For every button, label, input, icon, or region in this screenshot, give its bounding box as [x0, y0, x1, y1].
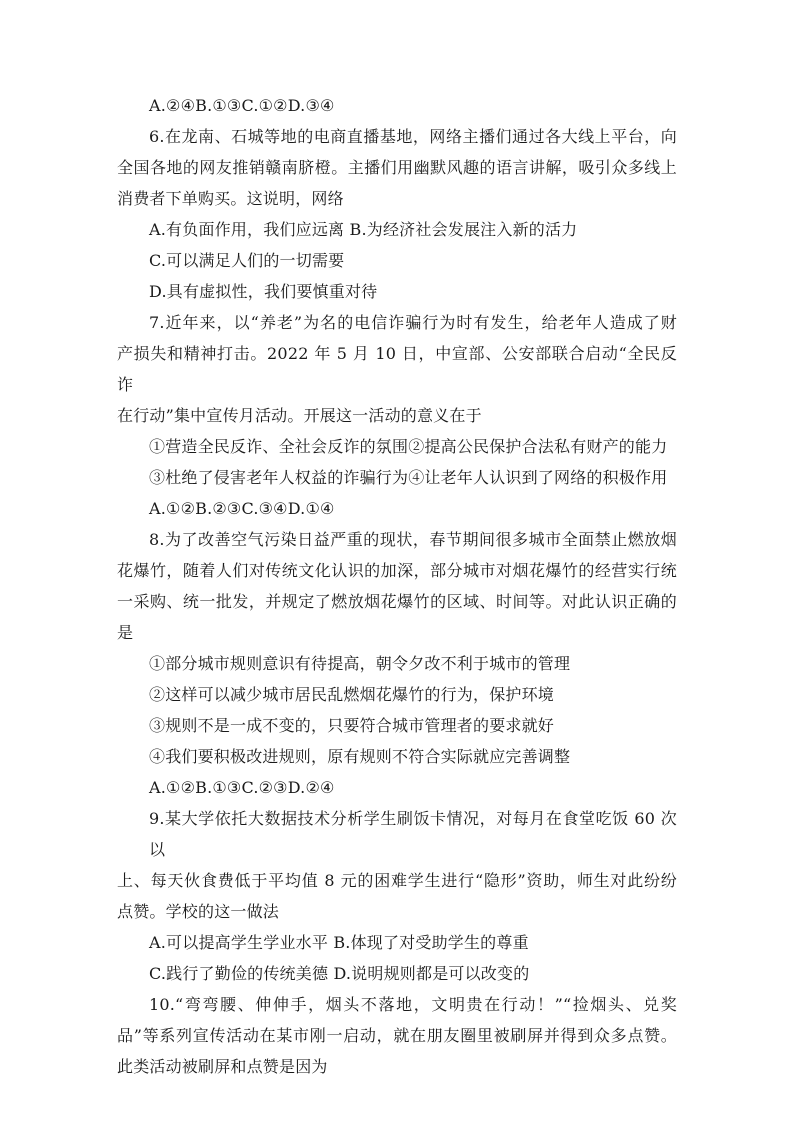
- question-stem-line: 9.某大学依托大数据技术分析学生刷饭卡情况，对每月在食堂吃饭 60 次以: [149, 809, 677, 859]
- option-line: ②这样可以减少城市居民乱燃烟花爆竹的行为，保护环境: [149, 685, 555, 704]
- option-line: ①部分城市规则意识有待提高，朝令夕改不利于城市的管理: [149, 654, 571, 673]
- option-line: A.②④B.①③C.①②D.③④: [149, 96, 335, 115]
- option-line: A.有负面作用，我们应远离 B.为经济社会发展注入新的活力: [149, 220, 578, 239]
- question-stem-line: 6.在龙南、石城等地的电商直播基地，网络主播们通过各大线上平台，向: [149, 127, 677, 146]
- option-line: ④我们要积极改进规则，原有规则不符合实际就应完善调整: [149, 747, 571, 766]
- question-text-line: 是: [117, 623, 134, 642]
- option-line: C.践行了勤俭的传统美德 D.说明规则都是可以改变的: [149, 964, 530, 983]
- question-text-line: 消费者下单购买。这说明，网络: [117, 189, 344, 208]
- option-line: ③杜绝了侵害老年人权益的诈骗行为④让老年人认识到了网络的积极作用: [149, 468, 668, 487]
- question-text-line: 品”等系列宣传活动在某市刚一启动，就在朋友圈里被刷屏并得到众多点赞。: [117, 1026, 677, 1045]
- question-text-line: 一采购、统一批发，并规定了燃放烟花爆竹的区域、时间等。对此认识正确的: [117, 592, 677, 611]
- option-line: A.可以提高学生学业水平 B.体现了对受助学生的尊重: [149, 933, 529, 952]
- question-text-line: 在行动”集中宣传月活动。开展这一活动的意义在于: [117, 406, 482, 425]
- question-text-line: 产损失和精神打击。2022 年 5 月 10 日，中宣部、公安部联合启动“全民反诈: [117, 344, 677, 394]
- option-line: ①营造全民反诈、全社会反诈的氛围②提高公民保护合法私有财产的能力: [149, 437, 668, 456]
- question-stem-line: 10.“弯弯腰、伸伸手，烟头不落地，文明贵在行动！”“捡烟头、兑奖: [149, 995, 677, 1014]
- question-text-block: [117, 90, 677, 1082]
- question-text-line: 全国各地的网友推销赣南脐橙。主播们用幽默风趣的语言讲解，吸引众多线上: [117, 158, 677, 177]
- option-line: A.①②B.②③C.③④D.①④: [149, 499, 335, 518]
- option-line: D.具有虚拟性，我们要慎重对待: [149, 282, 378, 301]
- question-text-line: 上、每天伙食费低于平均值 8 元的困难学生进行“隐形”资助，师生对此纷纷: [117, 871, 677, 890]
- option-line: A.①②B.①③C.②③D.②④: [149, 778, 335, 797]
- question-stem-line: 7.近年来，以“养老”为名的电信诈骗行为时有发生，给老年人造成了财: [149, 313, 677, 332]
- question-text-line: 花爆竹，随着人们对传统文化认识的加深，部分城市对烟花爆竹的经营实行统: [117, 561, 677, 580]
- question-stem-line: 8.为了改善空气污染日益严重的现状，春节期间很多城市全面禁止燃放烟: [149, 530, 677, 549]
- option-line: C.可以满足人们的一切需要: [149, 251, 345, 270]
- option-line: ③规则不是一成不变的，只要符合城市管理者的要求就好: [149, 716, 555, 735]
- question-text-line: 此类活动被刷屏和点赞是因为: [117, 1057, 328, 1076]
- question-text-line: 点赞。学校的这一做法: [117, 902, 280, 921]
